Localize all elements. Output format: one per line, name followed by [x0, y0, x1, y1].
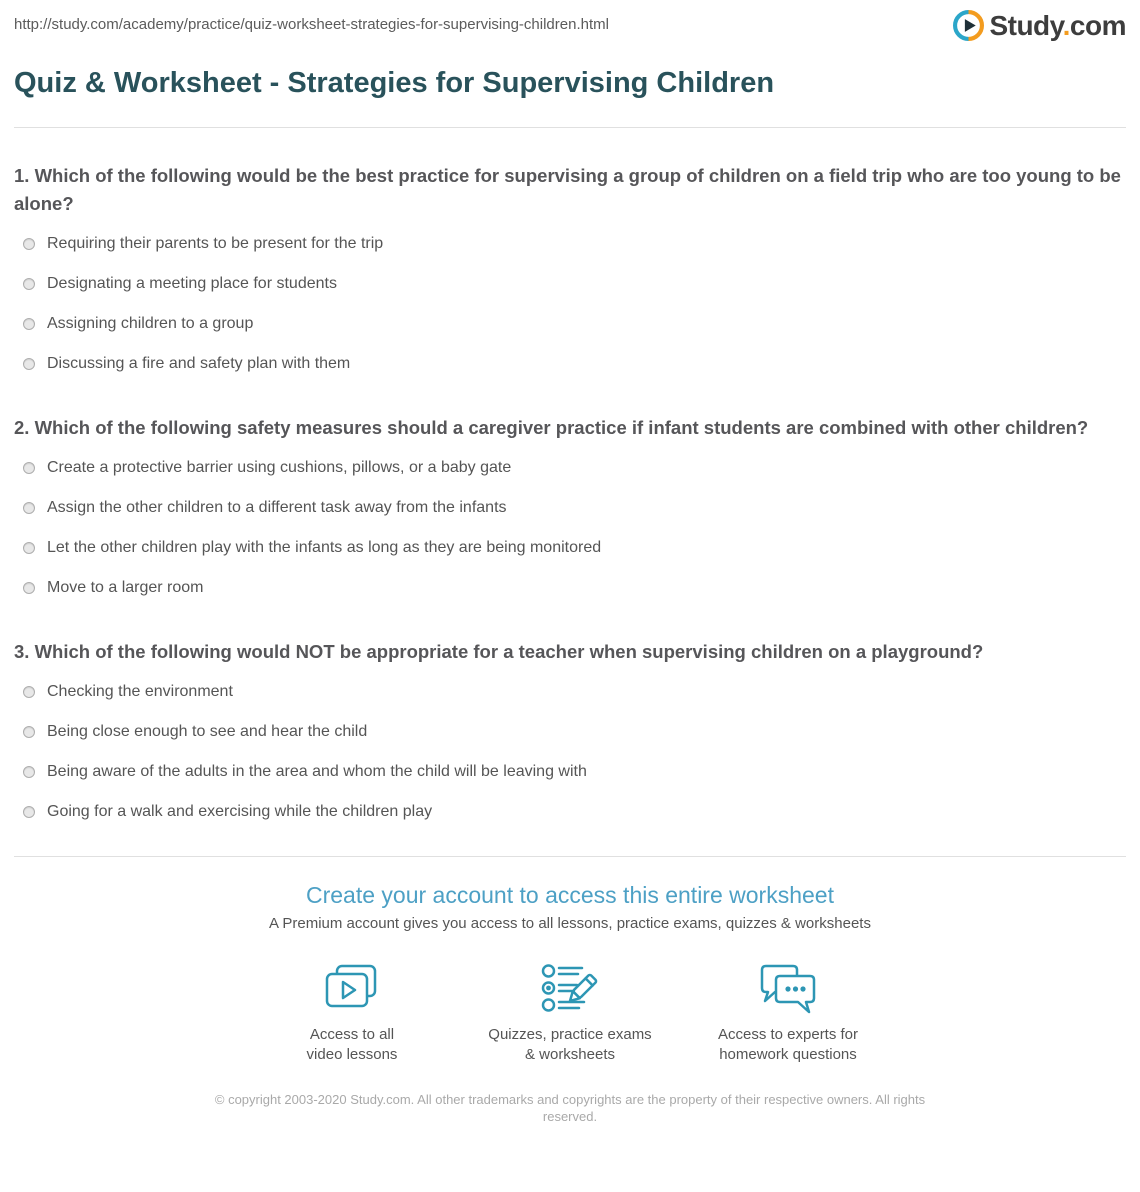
- answer-option-label: Designating a meeting place for students: [47, 275, 337, 292]
- answer-option[interactable]: [14, 276, 1126, 292]
- answer-option[interactable]: [14, 764, 1126, 780]
- answer-option[interactable]: [14, 684, 1126, 700]
- quizzes-worksheets-icon: [540, 963, 600, 1015]
- answer-option-label: Requiring their parents to be present for the trip: [47, 235, 384, 252]
- feature-video-lessons: [243, 963, 461, 1065]
- radio-button[interactable]: [23, 462, 35, 474]
- answer-option[interactable]: [14, 316, 1126, 332]
- page-header: [0, 0, 1140, 41]
- cta-subtitle: A Premium account gives you access to all lessons, practice exams, quizzes & worksheets: [269, 915, 871, 932]
- question-text: 3. Which of the following would NOT be appropriate for a teacher when supervising children on a playground?: [14, 641, 984, 662]
- answer-option-label: Being close enough to see and hear the child: [47, 723, 368, 740]
- answer-option-label: Going for a walk and exercising while the children play: [47, 803, 433, 820]
- feature-label: Access to all video lessons: [306, 1026, 398, 1063]
- answer-option-label: Being aware of the adults in the area and whom the child will be leaving with: [47, 763, 587, 780]
- answer-option-label: Discussing a fire and safety plan with them: [47, 355, 351, 372]
- answer-option-label: Move to a larger room: [47, 579, 204, 596]
- question-block-1: [14, 162, 1126, 372]
- radio-button[interactable]: [23, 502, 35, 514]
- radio-button[interactable]: [23, 318, 35, 330]
- radio-button[interactable]: [23, 766, 35, 778]
- answer-option-label: Assign the other children to a different task away from the infants: [47, 499, 507, 516]
- answer-option[interactable]: [14, 580, 1126, 596]
- answer-option[interactable]: [14, 804, 1126, 820]
- copyright-notice: © copyright 2003-2020 Study.com. All other trademarks and copyrights are the property of their respective owners. All rights reserved.: [214, 1092, 926, 1124]
- answer-option[interactable]: [14, 356, 1126, 372]
- question-text: 1. Which of the following would be the best practice for supervising a group of children on a field trip who are too young to be alone?: [14, 165, 1121, 214]
- feature-label: Quizzes, practice exams & worksheets: [488, 1026, 652, 1063]
- feature-expert-chat: [679, 963, 897, 1065]
- answer-option-label: Create a protective barrier using cushions, pillows, or a baby gate: [47, 459, 512, 476]
- study-logo[interactable]: [953, 10, 1126, 41]
- study-logo-text: Study.com: [989, 9, 1126, 41]
- radio-button[interactable]: [23, 726, 35, 738]
- expert-chat-icon: [759, 963, 817, 1015]
- answer-option[interactable]: [14, 500, 1126, 516]
- question-block-3: [14, 638, 1126, 820]
- answer-option[interactable]: [14, 540, 1126, 556]
- answer-option-label: Let the other children play with the infants as long as they are being monitored: [47, 539, 602, 556]
- answer-option[interactable]: [14, 236, 1126, 252]
- cta-section: [0, 881, 1140, 1125]
- radio-button[interactable]: [23, 358, 35, 370]
- page-title: Quiz & Worksheet - Strategies for Supervising Children: [14, 67, 775, 99]
- title-divider: [14, 127, 1126, 128]
- study-logo-play-icon: [953, 10, 984, 41]
- answer-option-label: Assigning children to a group: [47, 315, 254, 332]
- radio-button[interactable]: [23, 582, 35, 594]
- answer-option[interactable]: [14, 724, 1126, 740]
- feature-list: [0, 963, 1140, 1065]
- radio-button[interactable]: [23, 278, 35, 290]
- question-text: 2. Which of the following safety measures should a caregiver practice if infant students are combined with other children?: [14, 417, 1089, 438]
- question-block-2: [14, 414, 1126, 596]
- page-url: http://study.com/academy/practice/quiz-worksheet-strategies-for-supervising-children.html: [14, 16, 609, 33]
- feature-quizzes-worksheets: [461, 963, 679, 1065]
- quiz-body: [0, 162, 1140, 820]
- video-lessons-icon: [324, 963, 380, 1015]
- radio-button[interactable]: [23, 238, 35, 250]
- feature-label: Access to experts for homework questions: [717, 1026, 859, 1063]
- answer-option[interactable]: [14, 460, 1126, 476]
- cta-title[interactable]: Create your account to access this entire worksheet: [306, 882, 834, 908]
- radio-button[interactable]: [23, 542, 35, 554]
- radio-button[interactable]: [23, 806, 35, 818]
- cta-divider: [14, 856, 1126, 857]
- radio-button[interactable]: [23, 686, 35, 698]
- answer-option-label: Checking the environment: [47, 683, 233, 700]
